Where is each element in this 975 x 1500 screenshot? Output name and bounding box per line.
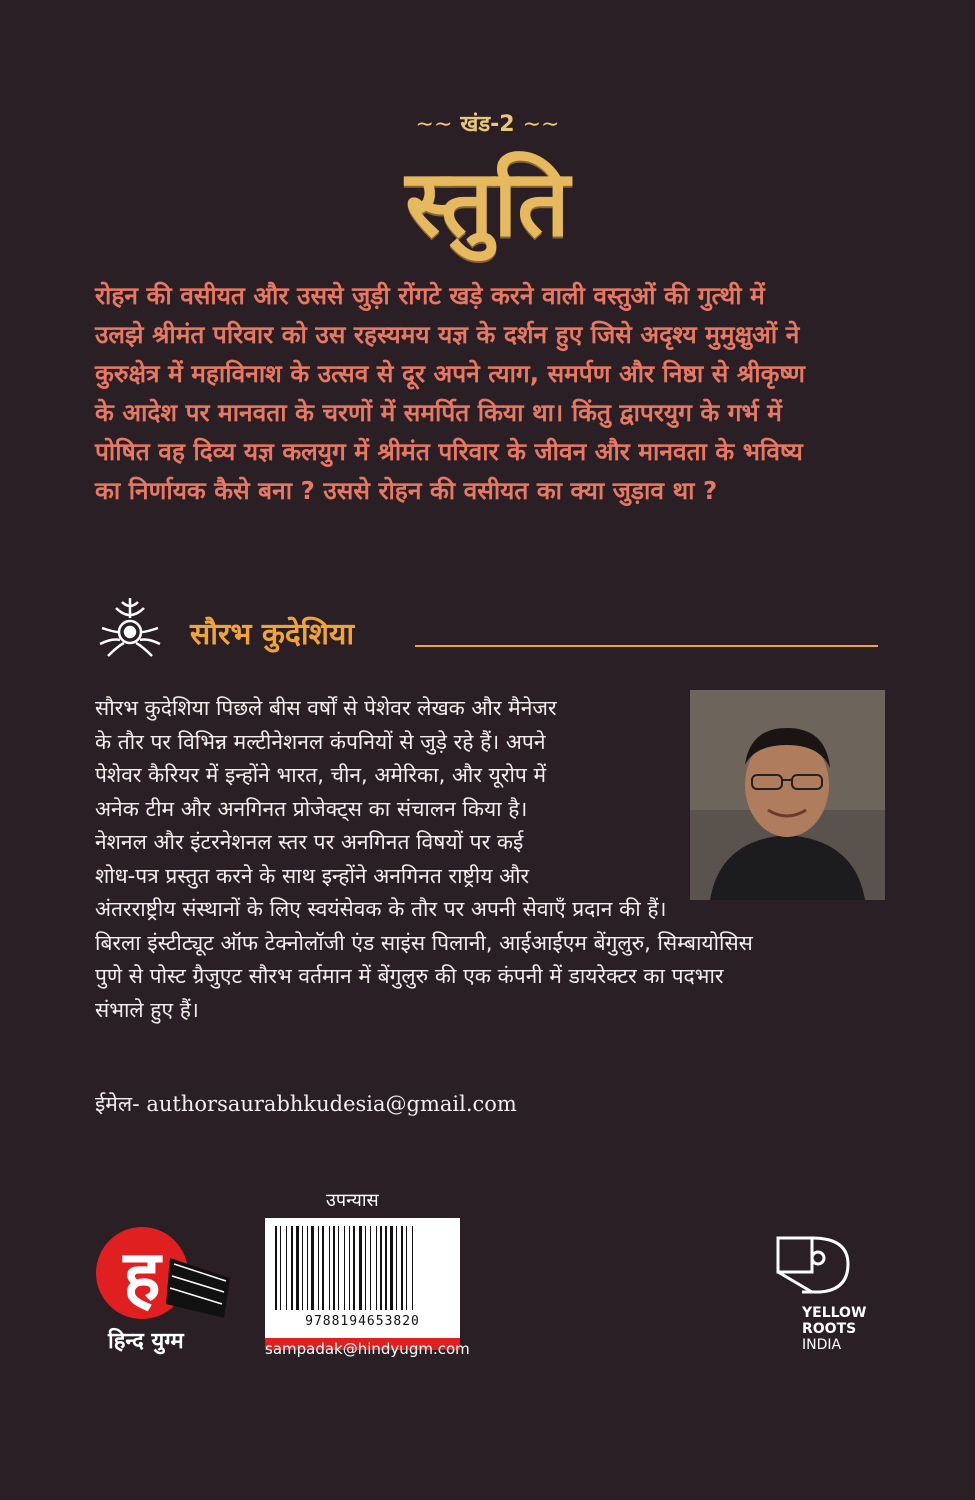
volume-label [0, 108, 975, 138]
ornament-left-icon: ∼∼ [415, 112, 453, 137]
yellow-roots-logo-icon [772, 1230, 862, 1300]
author-email [95, 1090, 517, 1118]
isbn-barcode [265, 1218, 460, 1350]
imprint-name [802, 1305, 866, 1353]
barcode-bar [353, 1226, 355, 1310]
barcode-icon [273, 1226, 452, 1312]
bio-line: पेशेवर कैरियर में इन्होंने भारत, चीन, अमेरिका, और यूरोप में [95, 763, 547, 787]
barcode-bar [390, 1226, 393, 1310]
bio-line: सौरभ कुदेशिया पिछले बीस वर्षों से पेशेवर लेखक और मैनेजर [95, 696, 557, 720]
bio-line: बिरला इंस्टीट्यूट ऑफ टेक्नोलॉजी एंड साइंस पिलानी, आईआईएम बेंगुलुरु, सिम्बायोसिस [95, 930, 753, 955]
synopsis-line: के आदेश पर मानवता के चरणों में समर्पित किया था। किंतु द्वापरयुग के गर्भ में [95, 398, 782, 427]
genre-label: उपन्यास [326, 1190, 379, 1211]
email-label: ईमेल- [95, 1092, 140, 1116]
barcode-bar [365, 1226, 366, 1310]
barcode-bar [307, 1226, 308, 1310]
barcode-bar [359, 1226, 362, 1310]
author-name: सौरभ कुदेशिया [190, 617, 355, 652]
imprint-line1: YELLOW [802, 1305, 867, 1321]
bio-line: संभाले हुए हैं। [95, 997, 199, 1022]
barcode-bar [291, 1226, 293, 1310]
volume-text: खंड-2 [460, 112, 515, 137]
publisher-email: sampadak@hindyugm.com [265, 1340, 470, 1358]
barcode-bar [338, 1226, 339, 1310]
isbn-number: 9788194653820 [305, 1314, 420, 1329]
barcode-bar [311, 1226, 314, 1310]
bio-line: शोध-पत्र प्रस्तुत करने के साथ इन्होंने अनगिनत राष्ट्रीय और [95, 863, 530, 888]
barcode-bar [380, 1226, 382, 1310]
ornament-right-icon: ∼∼ [522, 112, 560, 137]
bio-line: अनेक टीम और अनगिनत प्रोजेक्ट्स का संचालन किया है। [95, 796, 528, 821]
imprint-line2: ROOTS [802, 1321, 857, 1337]
synopsis [95, 276, 885, 510]
bio-line: नेशनल और इंटरनेशनल स्तर पर अनगिनत विषयों पर कई [95, 830, 524, 854]
email-address: authorsaurabhkudesia@gmail.com [146, 1092, 517, 1116]
barcode-bar [286, 1226, 287, 1310]
barcode-bar [275, 1226, 277, 1310]
barcode-bar [349, 1226, 350, 1310]
trishul-emblem-icon [92, 592, 168, 668]
barcode-bar [322, 1226, 324, 1310]
publisher-name: हिन्द युग्म [108, 1329, 184, 1354]
synopsis-line: कुरुक्षेत्र में महाविनाश के उत्सव से दूर अपने त्याग, समर्पण और निष्ठा से श्रीकृष्ण [95, 359, 806, 388]
barcode-bar [406, 1226, 407, 1310]
barcode-bar [302, 1226, 303, 1310]
author-divider [415, 645, 878, 647]
imprint-line3: INDIA [802, 1337, 842, 1353]
synopsis-line: का निर्णायक कैसे बना ? उससे रोहन की वसीयत का क्या जुड़ाव था ? [95, 476, 718, 505]
barcode-bar [318, 1226, 319, 1310]
barcode-bar [401, 1226, 403, 1310]
bio-line: के तौर पर विभिन्न मल्टीनेशनल कंपनियों से जुड़े रहे हैं। अपने [95, 729, 546, 754]
bio-line: अंतरराष्ट्रीय संस्थानों के लिए स्वयंसेवक के तौर पर अपनी सेवाएँ प्रदान की हैं। [95, 897, 667, 921]
synopsis-line: रोहन की वसीयत और उससे जुड़ी रोंगटे खड़े करने वाली वस्तुओं की गुत्थी में [95, 281, 765, 310]
barcode-bar [296, 1226, 299, 1310]
barcode-bar [280, 1226, 281, 1310]
synopsis-line: उलझे श्रीमंत परिवार को उस रहस्यमय यज्ञ के दर्शन हुए जिसे अदृश्य मुमुक्षुओं ने [95, 320, 800, 349]
synopsis-line: पोषित वह दिव्य यज्ञ कलयुग में श्रीमंत परिवार के जीवन और मानवता के भविष्य [95, 437, 803, 466]
author-bio [95, 692, 885, 1027]
bio-line: पुणे से पोस्ट ग्रैजुएट सौरभ वर्तमान में बेंगुलुरु की एक कंपनी में डायरेक्टर का पदभार [95, 964, 724, 988]
barcode-bar [396, 1226, 397, 1310]
book-title: स्तुति [405, 149, 570, 257]
barcode-bar [344, 1226, 345, 1310]
barcode-bar [329, 1226, 330, 1310]
barcode-bar [376, 1226, 377, 1310]
barcode-bar [412, 1226, 413, 1310]
barcode-bar [333, 1226, 335, 1310]
barcode-bar [385, 1226, 387, 1310]
hind-yugm-logo-letter: ह [123, 1235, 161, 1317]
hind-yugm-logo-icon [92, 1218, 232, 1338]
barcode-bar [370, 1226, 371, 1310]
